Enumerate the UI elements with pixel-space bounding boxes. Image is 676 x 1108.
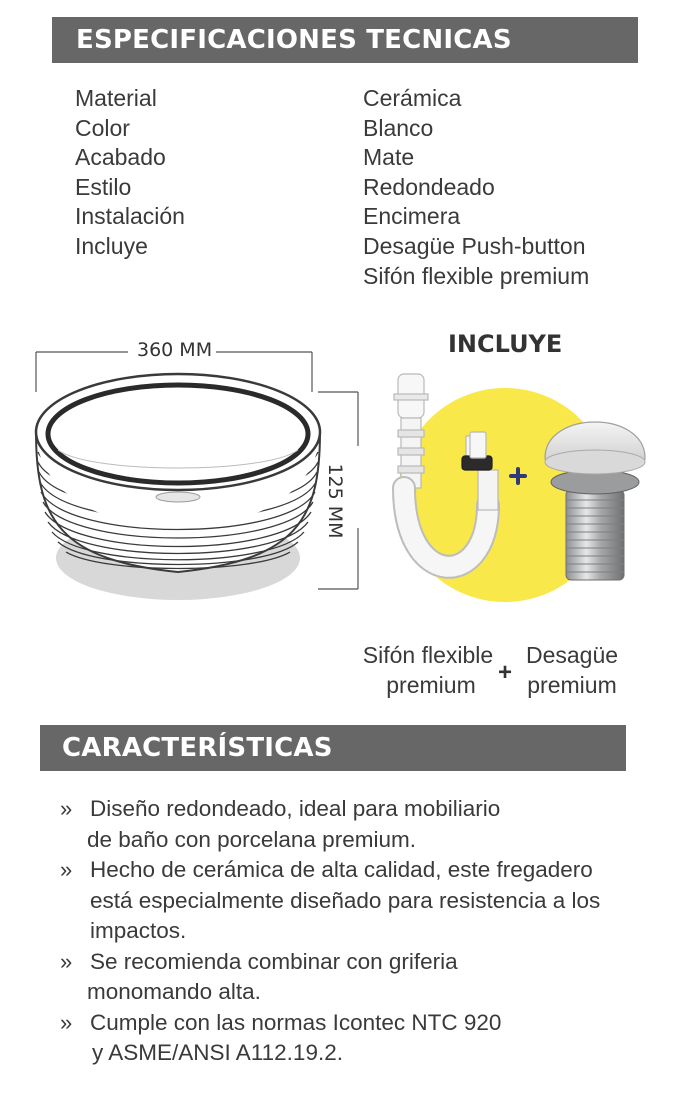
feature-line: de baño con porcelana premium. bbox=[87, 826, 416, 852]
spec-value: Cerámica bbox=[363, 85, 462, 111]
caption-plus: + bbox=[498, 659, 513, 686]
drain-caption bbox=[520, 640, 624, 700]
height-dimension-label: 125 MM bbox=[324, 463, 346, 539]
siphon-caption-line2: premium bbox=[386, 672, 476, 698]
siphon-caption bbox=[357, 640, 499, 700]
bullet-mark: » bbox=[60, 1009, 73, 1035]
feature-line: y ASME/ANSI A112.19.2. bbox=[92, 1040, 343, 1065]
drain-caption-line1: Desagüe bbox=[525, 642, 619, 668]
spec-value: Blanco bbox=[363, 114, 434, 141]
siphon-caption-line1: Sifón flexible bbox=[362, 642, 494, 668]
includes-title: INCLUYE bbox=[448, 330, 563, 358]
feature-line: impactos. bbox=[90, 918, 187, 943]
spec-key: Incluye bbox=[75, 232, 148, 259]
spec-key: Color bbox=[75, 114, 130, 141]
specs-section-title: ESPECIFICACIONES TECNICAS bbox=[52, 17, 638, 63]
feature-line: Se recomienda combinar con griferia bbox=[90, 948, 458, 974]
feature-line: Cumple con las normas Icontec NTC 920 bbox=[90, 1009, 502, 1035]
spec-value: Desagüe Push-button bbox=[363, 232, 586, 259]
spec-value: Mate bbox=[363, 144, 415, 171]
list-item bbox=[60, 794, 640, 855]
spec-key: Estilo bbox=[75, 173, 132, 200]
list-item bbox=[60, 947, 640, 1008]
spec-key: Material bbox=[75, 85, 157, 111]
feature-line: está especialmente diseñado para resistencia a los bbox=[90, 887, 601, 913]
drain-caption-line2: premium bbox=[527, 672, 617, 698]
spec-key: Instalación bbox=[75, 203, 185, 230]
bullet-mark: » bbox=[60, 857, 73, 882]
bullet-mark: » bbox=[60, 796, 73, 821]
feature-line: Hecho de cerámica de alta calidad, este fregadero bbox=[90, 857, 593, 882]
width-dimension-label: 360 MM bbox=[137, 339, 213, 361]
list-item bbox=[60, 855, 640, 947]
spec-value: Encimera bbox=[363, 203, 461, 230]
spec-value-extra: Sifón flexible premium bbox=[363, 263, 590, 289]
list-item bbox=[60, 1008, 640, 1069]
bullet-mark: » bbox=[60, 948, 73, 974]
ceramic-bowl-drawing bbox=[36, 374, 320, 600]
features-section-title: CARACTERÍSTICAS bbox=[40, 725, 626, 771]
feature-line: Diseño redondeado, ideal para mobiliario bbox=[90, 796, 501, 821]
feature-list bbox=[60, 794, 640, 1069]
spec-key: Acabado bbox=[75, 144, 166, 171]
feature-line: monomando alta. bbox=[87, 979, 261, 1004]
spec-value: Redondeado bbox=[363, 173, 495, 200]
